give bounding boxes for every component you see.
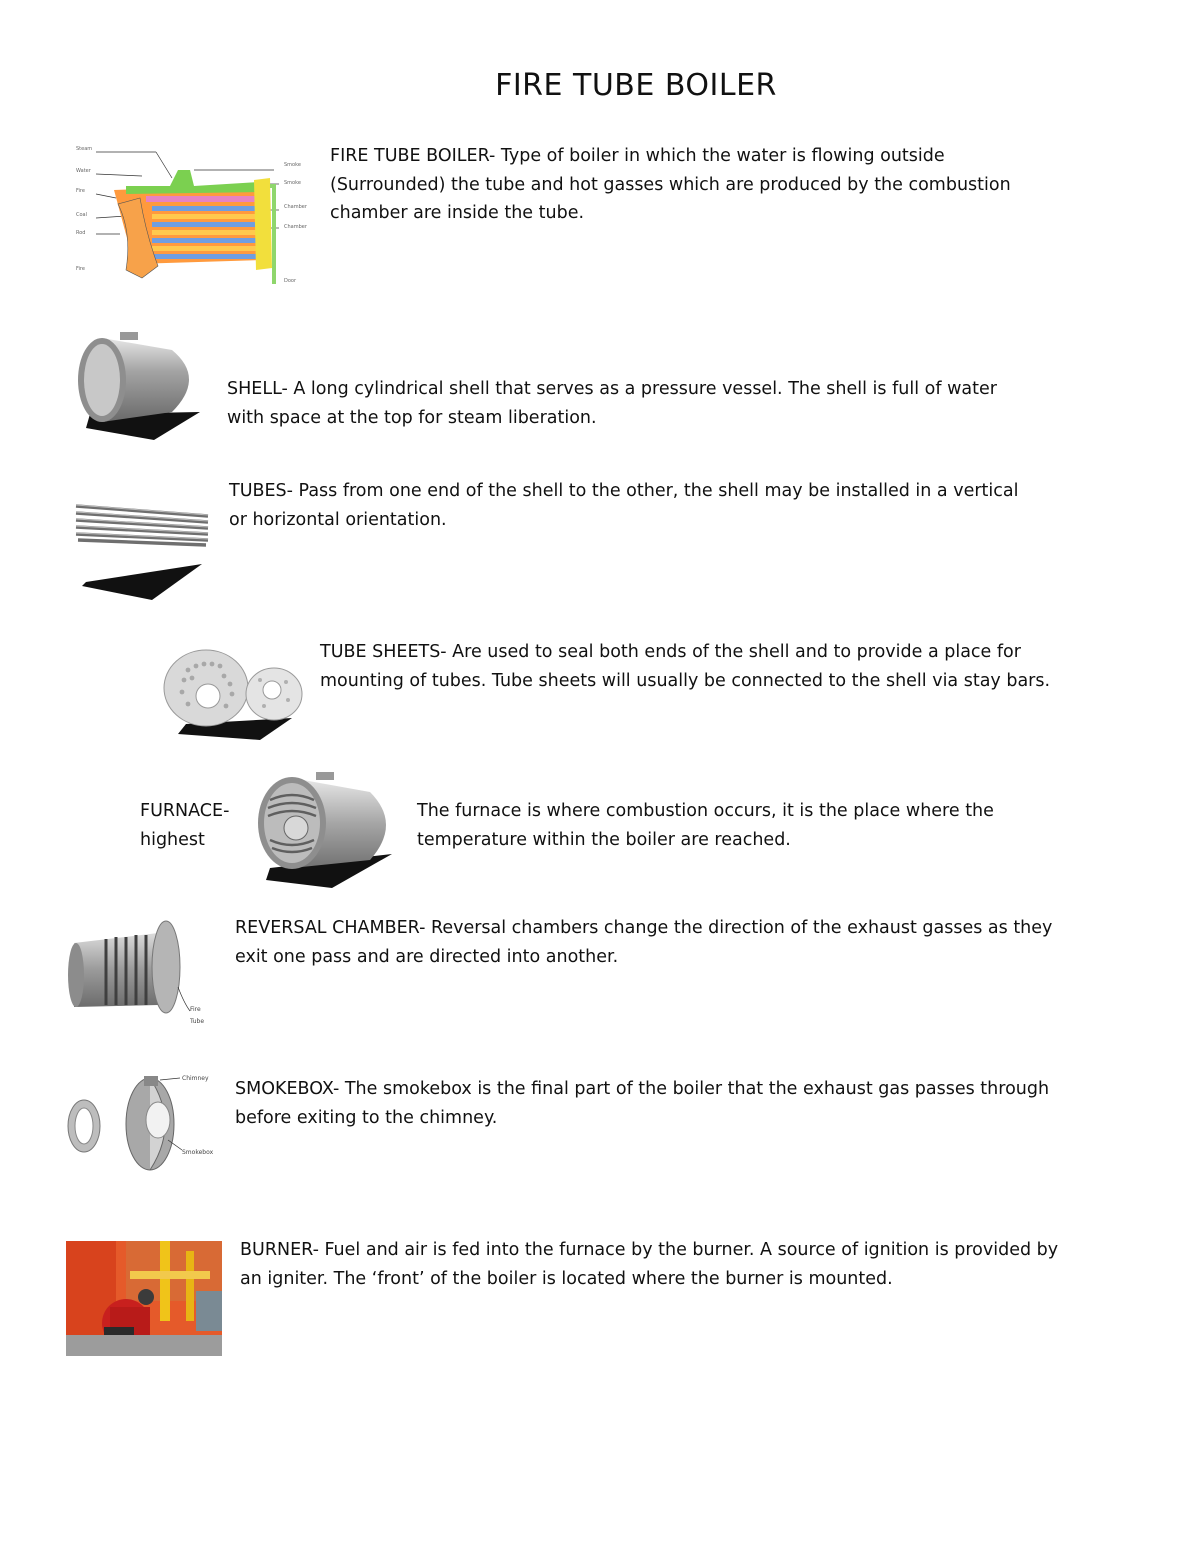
tube-sheets-image — [160, 640, 306, 744]
tube-sheets-description: TUBE SHEETS- Are used to seal both ends of the shell and to provide a place for mounting of tubes. Tube sheets will usually be connected to the shell via stay bars. — [320, 642, 1051, 691]
svg-text:Smoke: Smoke — [284, 180, 301, 186]
smokebox-image — [64, 1070, 214, 1176]
boiler-diagram-image — [74, 142, 322, 292]
svg-text:Steam: Steam — [76, 146, 93, 152]
svg-text:Fire: Fire — [190, 1006, 201, 1013]
svg-text:Rod: Rod — [76, 230, 86, 236]
furnace-description: The furnace is where combustion occurs, it is the place where the temperature within the boiler are reached. — [417, 801, 994, 850]
svg-text:Chamber: Chamber — [284, 204, 307, 210]
svg-text:Coal: Coal — [76, 212, 88, 218]
reversal-chamber-image — [66, 915, 216, 1027]
svg-text:Smoke: Smoke — [284, 162, 301, 168]
intro-description: FIRE TUBE BOILER- Type of boiler in which the water is flowing outside (Surrounded) the tube and hot gasses which are produced by the combustion chamber are inside the tube. — [330, 146, 1011, 223]
tubes-image — [72, 490, 214, 602]
svg-text:Fire: Fire — [76, 188, 85, 194]
shell-image — [72, 328, 212, 444]
svg-text:Door: Door — [284, 278, 297, 284]
shell-description: SHELL- A long cylindrical shell that serves as a pressure vessel. The shell is full of water with space at the top for steam liberation. — [227, 379, 997, 428]
svg-text:Tube: Tube — [190, 1018, 205, 1025]
furnace-label: FURNACE- highest — [140, 801, 230, 850]
svg-text:Smokebox: Smokebox — [182, 1149, 214, 1156]
svg-text:Fire: Fire — [76, 266, 85, 272]
reversal-chamber-description: REVERSAL CHAMBER- Reversal chambers change the direction of the exhaust gasses as they exit one pass and are directed into another. — [235, 918, 1053, 967]
furnace-image — [252, 768, 398, 890]
burner-photo — [66, 1241, 222, 1356]
svg-text:Chamber: Chamber — [284, 224, 307, 230]
svg-text:Chimney: Chimney — [182, 1075, 209, 1082]
smokebox-description: SMOKEBOX- The smokebox is the final part of the boiler that the exhaust gas passes through before exiting to the chimney. — [235, 1079, 1050, 1128]
burner-description: BURNER- Fuel and air is fed into the furnace by the burner. A source of ignition is provided by an igniter. The ‘front’ of the boiler is located where the burner is mounted. — [240, 1240, 1059, 1289]
tubes-description: TUBES- Pass from one end of the shell to the other, the shell may be installed in a vertical or horizontal orientation. — [229, 481, 1019, 530]
page-title: FIRE TUBE BOILER — [495, 68, 777, 103]
svg-text:Water: Water — [76, 168, 91, 174]
